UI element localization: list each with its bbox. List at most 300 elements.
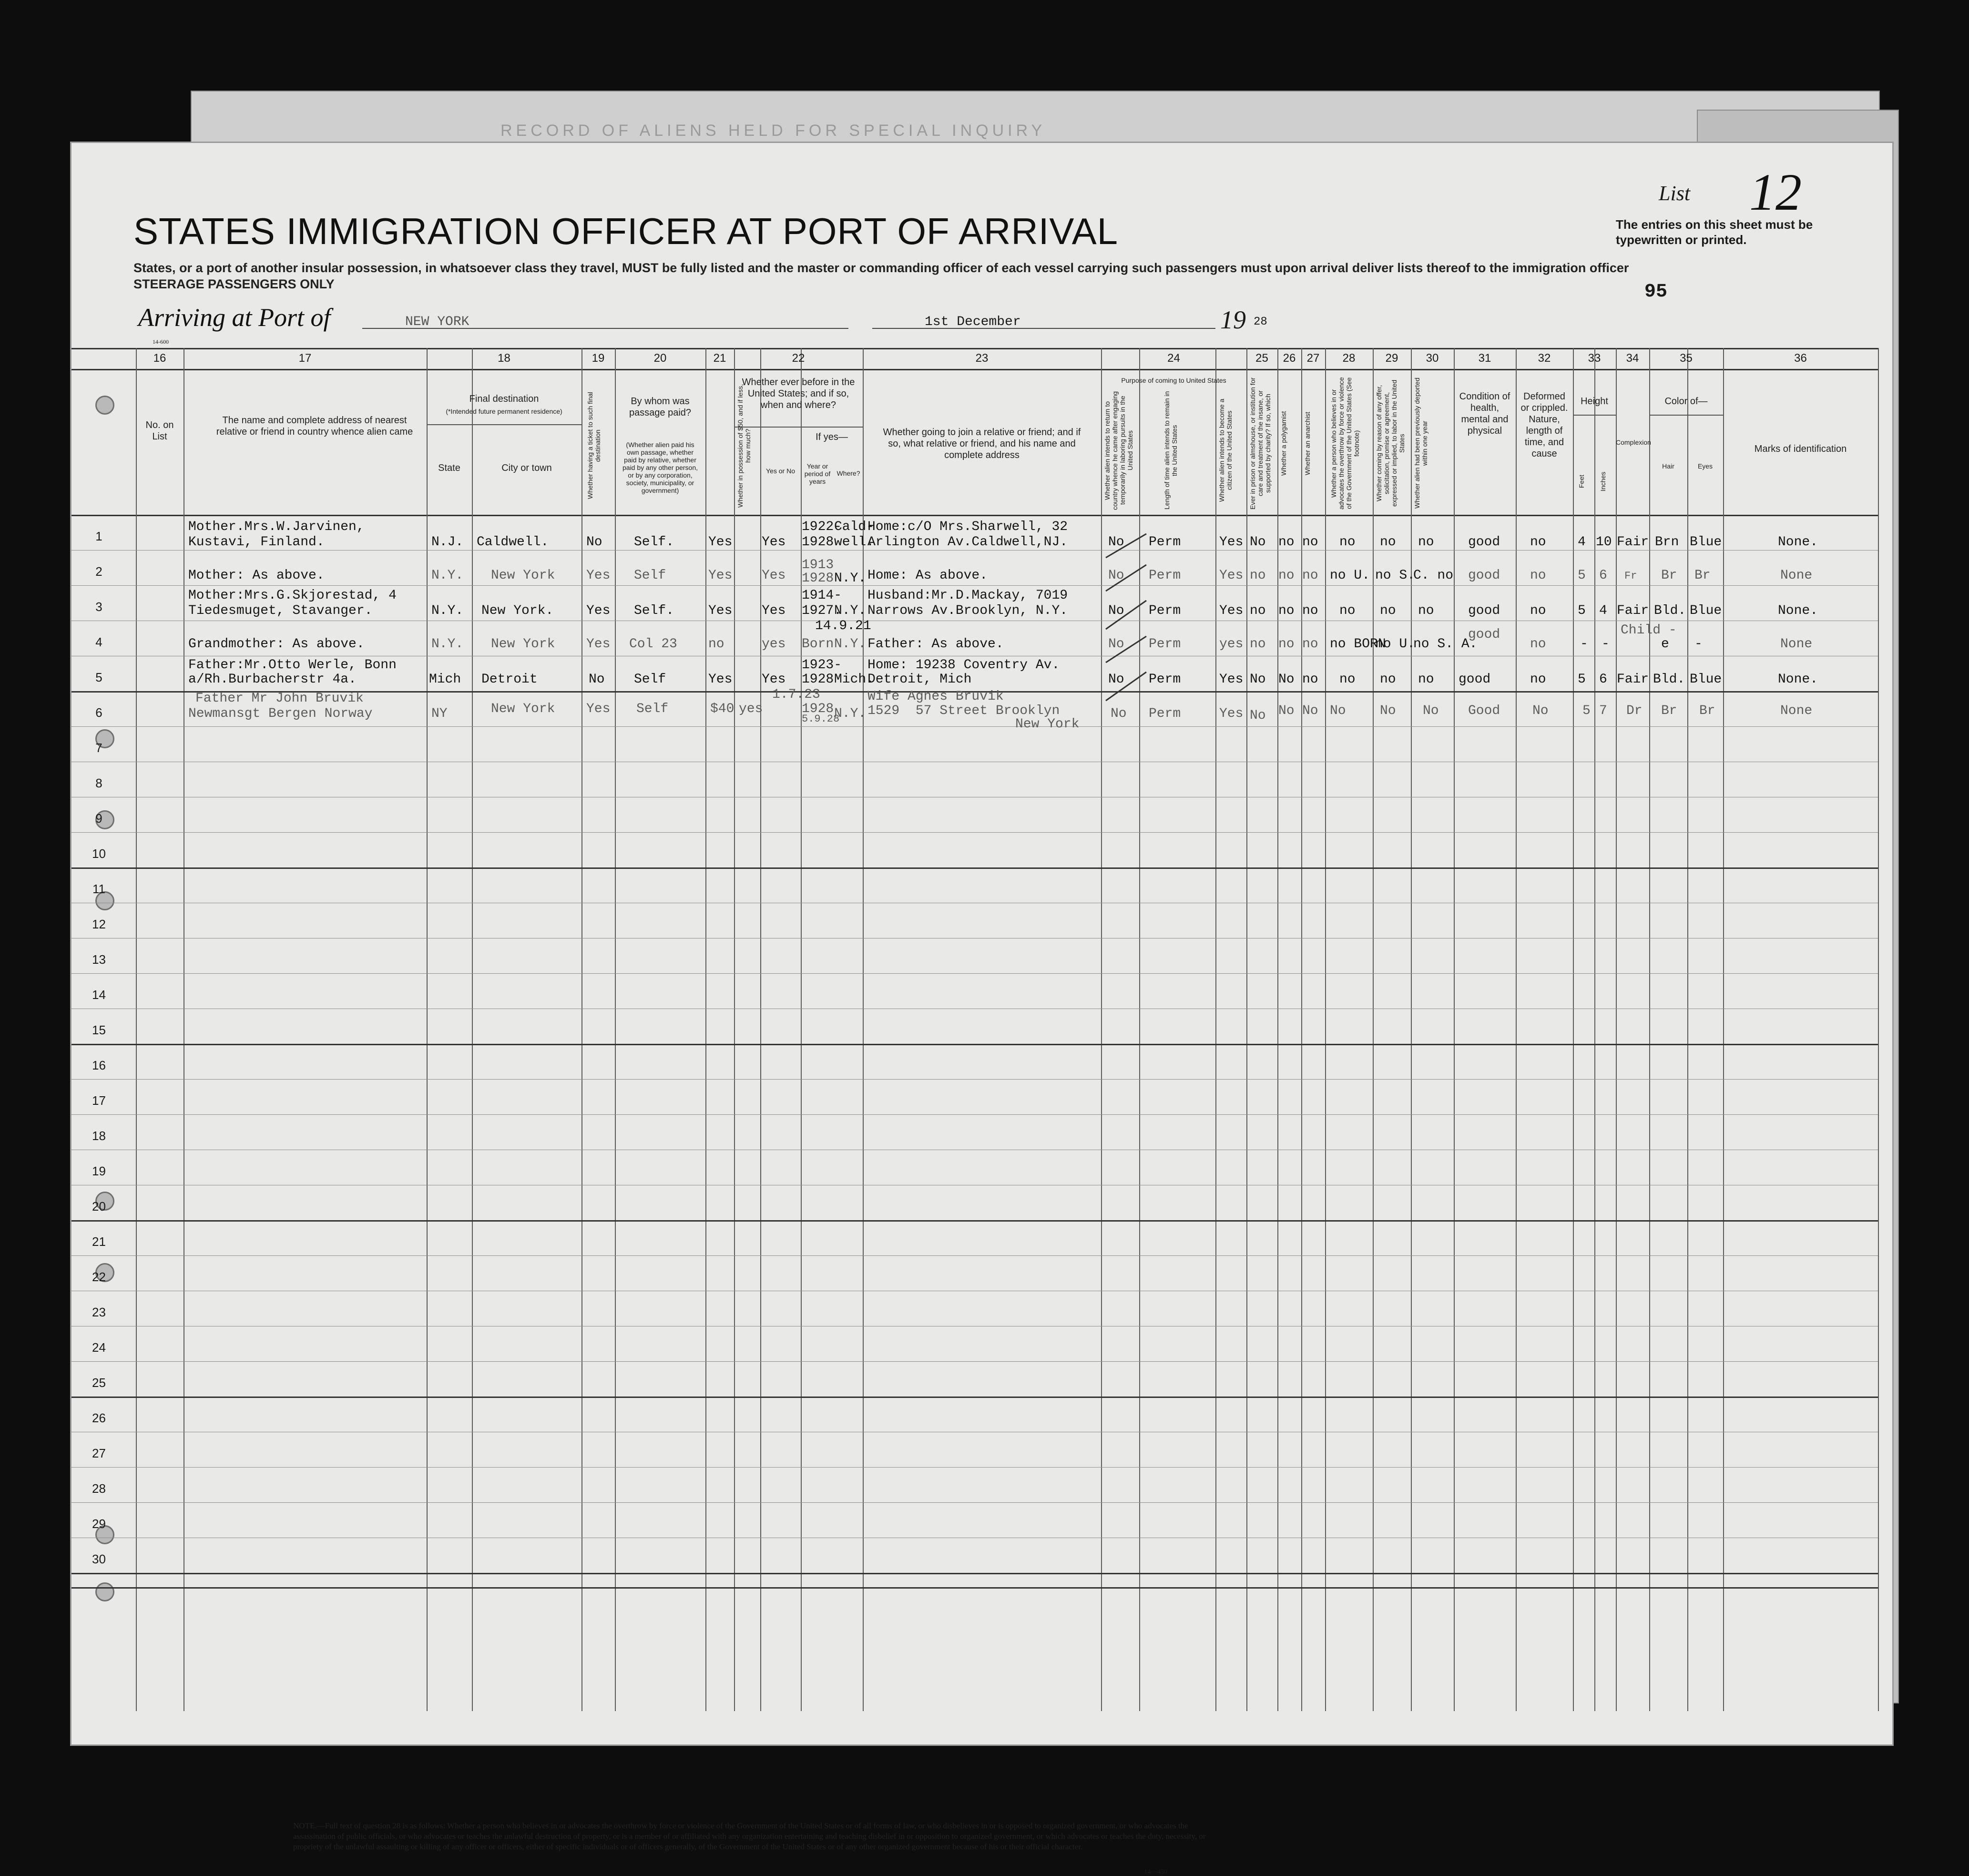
marks-value: None — [1780, 637, 1813, 652]
years-value: 1928 — [802, 702, 834, 716]
purpose-length-header: Length of time alien intends to remain in the United States — [1163, 391, 1178, 510]
polygamist-header: Whether a polygamist — [1280, 411, 1287, 476]
destination-state: N.Y. — [431, 603, 464, 618]
row-number: 10 — [92, 846, 106, 861]
row-rule — [71, 1573, 1878, 1574]
row-number: 2 — [95, 564, 102, 579]
destination-state: N.Y. — [431, 568, 464, 583]
row-number: 30 — [92, 1552, 106, 1566]
deformed-value: no — [1530, 535, 1546, 550]
inches-value: 7 — [1599, 704, 1607, 718]
page-title: STATES IMMIGRATION OFFICER AT PORT OF ARRIVAL — [133, 210, 1119, 252]
column-rule — [472, 348, 473, 1711]
possession-value: Yes — [708, 535, 733, 550]
complexion-value: Fr — [1624, 570, 1637, 582]
column-number: 24 — [1167, 352, 1180, 365]
row-number: 21 — [92, 1234, 106, 1249]
destination-state: Mich — [429, 672, 461, 687]
q30-value: no — [1418, 672, 1434, 687]
column-rule — [1687, 348, 1688, 1711]
column-number: 29 — [1385, 352, 1398, 365]
purpose-citizen-value: Yes — [1219, 568, 1244, 583]
feet-value: 4 — [1578, 535, 1586, 550]
column-rule — [1277, 348, 1278, 1711]
relative-header: The name and complete address of nearest relative or friend in country whence alien came — [216, 415, 413, 437]
ticket-value: No — [589, 672, 605, 687]
column-number: 30 — [1426, 352, 1439, 365]
row-number: 6 — [95, 705, 102, 720]
complexion-value: Fair — [1617, 603, 1649, 618]
passage-paid-value: Self — [634, 672, 666, 687]
row-rule — [71, 550, 1878, 551]
row-rule — [71, 973, 1878, 974]
purpose-return-value: No — [1108, 568, 1124, 583]
possession-value: $40 — [710, 702, 735, 716]
hair-value: Br — [1661, 704, 1677, 718]
purpose-return-header: Whether alien intends to return to country whence he came after engaging temporarily in laboring pursuits in the United States — [1103, 391, 1134, 510]
row-number: 17 — [92, 1093, 106, 1108]
column-number: 26 — [1283, 352, 1296, 365]
deformed-value: no — [1530, 568, 1546, 583]
row-rule — [71, 585, 1878, 586]
years-value: 5.9.28 — [802, 713, 840, 725]
relative-address: Tiedesmuget, Stavanger. — [188, 603, 373, 618]
eyes-value: Blue — [1690, 535, 1722, 550]
q29-value: no — [1380, 672, 1396, 687]
row-number: 23 — [92, 1305, 106, 1319]
join-relative-value: Narrows Av.Brooklyn, N.Y. — [867, 603, 1068, 618]
destination-city: Caldwell. — [477, 535, 549, 550]
yes-or-no-header: Yes or No — [766, 467, 795, 475]
join-relative-value: 1529 57 Street Brooklyn — [867, 704, 1060, 718]
prison-value: no — [1250, 603, 1266, 618]
marks-value: None — [1780, 568, 1813, 583]
date-value: 1st December — [925, 315, 1021, 329]
column-rule — [136, 348, 137, 1711]
passage-paid-value: Col 23 — [629, 637, 677, 652]
relative-address: Father:Mr.Otto Werle, Bonn — [188, 658, 397, 673]
row-rule — [71, 1079, 1878, 1080]
q28-value: No — [1330, 704, 1346, 718]
q30-value: no — [1418, 535, 1434, 550]
q29-value: no S. — [1375, 568, 1416, 583]
years-value: 1922- — [802, 520, 842, 534]
list-label: List — [1659, 182, 1691, 205]
column-number: 34 — [1626, 352, 1639, 365]
eyes-value: Br — [1699, 704, 1715, 718]
column-rule — [1616, 348, 1617, 1711]
feet-header: Feet — [1578, 475, 1585, 489]
city-header: City or town — [501, 463, 552, 473]
row-number: 24 — [92, 1340, 106, 1355]
passage-paid-value: Self. — [634, 603, 674, 618]
form-code: 14—430 — [1144, 1868, 1167, 1876]
join-relative-value: Home: As above. — [867, 568, 988, 583]
feet-value: 5 — [1582, 704, 1591, 718]
q30-header: Whether alien had been previously deported within one year — [1413, 377, 1428, 509]
row-rule — [71, 1220, 1878, 1222]
possession-value: Yes — [708, 603, 733, 618]
row-rule — [71, 1397, 1878, 1398]
year-prefix: 19 — [1220, 306, 1246, 334]
where-value: 14.9.21 — [815, 619, 871, 633]
health-value: good — [1468, 627, 1500, 642]
prison-value: No — [1250, 708, 1266, 723]
purpose-return-value: No — [1108, 672, 1124, 687]
health-value: good — [1459, 672, 1491, 687]
destination-state: NY — [431, 706, 448, 721]
row-number: 9 — [95, 811, 102, 826]
list-number: 12 — [1749, 163, 1802, 221]
feet-value: - — [1580, 637, 1588, 652]
health-value: Good — [1468, 704, 1500, 718]
ticket-header: Whether having a ticket to such final destination — [586, 392, 602, 500]
row-number: 4 — [95, 635, 102, 649]
column-number: 33 — [1588, 352, 1601, 365]
year-period-header: Year or period of years — [804, 462, 831, 485]
column-number: 22 — [792, 352, 805, 365]
polygamist-value: no — [1278, 535, 1295, 550]
health-value: good — [1468, 603, 1500, 618]
column-rule — [801, 348, 802, 1711]
form-code-top: 14-600 — [153, 338, 169, 345]
polygamist-value: No — [1278, 704, 1295, 718]
join-relative-value: Arlington Av.Caldwell,NJ. — [867, 535, 1068, 550]
passage-paid-value: Self — [634, 568, 666, 583]
relative-address: Kustavi, Finland. — [188, 535, 325, 550]
column-number: 19 — [592, 352, 605, 365]
where-header: Where? — [837, 469, 860, 477]
q29-header: Whether coming by reason of any offer, solicitation, promise or agreement, expressed or implied, to labor in the United States — [1375, 379, 1406, 507]
marks-value: None. — [1778, 603, 1818, 618]
column-rule — [1215, 348, 1216, 1711]
years-value: 1928 — [802, 535, 834, 550]
destination-city: New York — [491, 637, 555, 652]
column-number: 20 — [653, 352, 667, 365]
arriving-label: Arriving at Port of — [138, 303, 331, 332]
relative-address: Grandmother: As above. — [188, 637, 365, 652]
height-rule — [1573, 415, 1616, 416]
purpose-length-value: Perm — [1149, 706, 1181, 721]
column-rule — [1325, 348, 1326, 1711]
column-rule — [1454, 348, 1455, 1711]
row-number: 14 — [92, 988, 106, 1002]
purpose-length-value: Perm — [1149, 637, 1181, 652]
q28-value: no — [1339, 603, 1356, 618]
years-value: 1914- — [802, 588, 842, 603]
prison-value: no — [1250, 568, 1266, 583]
column-rule — [1411, 348, 1412, 1711]
inches-header: Inches — [1599, 471, 1607, 491]
column-rule — [1594, 348, 1595, 1711]
state-header: State — [438, 463, 460, 473]
row-rule — [71, 1114, 1878, 1115]
row-number: 11 — [92, 882, 105, 896]
destination-state: N.Y. — [431, 637, 464, 652]
eyes-header: Eyes — [1697, 462, 1713, 470]
years-value: 1927. — [802, 603, 842, 618]
row-rule — [71, 832, 1878, 833]
anarchist-value: no — [1302, 672, 1318, 687]
row-rule — [71, 726, 1878, 727]
no-on-list-header: No. on List — [145, 420, 174, 442]
q28-value: no BORN — [1330, 637, 1386, 652]
purpose-citizen-value: Yes — [1219, 706, 1244, 721]
prison-value: No — [1250, 672, 1266, 687]
join-relative-value: Home: 19238 Coventry Av. — [867, 658, 1060, 673]
row-number: 1 — [95, 529, 102, 543]
arrival-line — [138, 303, 331, 332]
port-value: NEW YORK — [405, 315, 469, 329]
column-number: 36 — [1794, 352, 1807, 365]
marks-value: None — [1780, 704, 1813, 718]
hair-value: e — [1661, 637, 1669, 652]
relative-address: a/Rh.Burbacherstr 4a. — [188, 672, 357, 687]
before-value: Yes — [762, 603, 786, 618]
row-number: 5 — [95, 670, 102, 684]
column-number-rule — [71, 369, 1878, 370]
column-number: 28 — [1342, 352, 1356, 365]
where-value: Cald- — [834, 520, 875, 534]
polygamist-value: No — [1278, 672, 1295, 687]
column-number: 16 — [153, 352, 166, 365]
row-number: 22 — [92, 1270, 106, 1284]
relative-address: Father Mr John Bruvik — [195, 691, 364, 706]
inches-value: 6 — [1599, 672, 1607, 687]
complexion-value: Dr — [1626, 704, 1643, 718]
q30-value: no — [1418, 603, 1434, 618]
relative-address: Mother:Mrs.G.Skjorestad, 4 — [188, 588, 397, 603]
column-rule — [760, 348, 761, 1711]
final-destination-rule — [427, 424, 582, 425]
years-value: 1928 — [802, 672, 834, 687]
relative-address: Newmansgt Bergen Norway — [188, 706, 373, 721]
color-of-header: Color of— — [1664, 396, 1708, 407]
date-field — [872, 328, 1215, 329]
ticket-value: No — [586, 535, 602, 550]
ticket-value: Yes — [586, 603, 611, 618]
q29-value: no — [1380, 535, 1396, 550]
purpose-header: Purpose of coming to United States — [1121, 377, 1226, 384]
column-rule — [734, 348, 735, 1711]
manifest-table — [71, 348, 1878, 1711]
feet-value: 5 — [1578, 672, 1586, 687]
q29-value: No — [1380, 704, 1396, 718]
hair-value: Brn — [1655, 535, 1679, 550]
hair-value: Bld. — [1653, 672, 1685, 687]
column-rule — [863, 348, 864, 1711]
underlying-sheet-heading: RECORD OF ALIENS HELD FOR SPECIAL INQUIRY — [500, 122, 1046, 140]
inches-value: 10 — [1596, 535, 1612, 550]
eyes-value: Blue — [1690, 603, 1722, 618]
column-rule — [1649, 348, 1650, 1711]
row-rule — [71, 1044, 1878, 1045]
before-value: yes — [762, 637, 786, 652]
purpose-citizen-value: Yes — [1219, 672, 1244, 687]
height-header: Height — [1581, 396, 1608, 407]
marks-value: None. — [1778, 535, 1818, 550]
polygamist-value: no — [1278, 603, 1295, 618]
possession-value: no — [708, 637, 724, 652]
join-relative-value: New York — [1015, 717, 1080, 732]
row-number: 3 — [95, 600, 102, 614]
passage-paid-value: Self — [636, 702, 669, 716]
complexion-value: Fair — [1617, 672, 1649, 687]
manifest-sheet — [71, 143, 1892, 1876]
row-number: 16 — [92, 1058, 106, 1072]
column-rule — [1516, 348, 1517, 1711]
typewritten-notice: The entries on this sheet must be typewritten or printed. — [1616, 217, 1813, 247]
anarchist-value: no — [1302, 637, 1318, 652]
ticket-value: Yes — [586, 568, 611, 583]
column-number: 31 — [1478, 352, 1491, 365]
column-rule — [1301, 348, 1302, 1711]
complexion-header: Complexion — [1616, 438, 1651, 446]
purpose-length-value: Perm — [1149, 603, 1181, 618]
purpose-length-value: Perm — [1149, 672, 1181, 687]
health-value: good — [1468, 568, 1500, 583]
column-rule — [1878, 348, 1879, 1711]
row-number: 20 — [92, 1199, 106, 1213]
deformed-header: Deformed or crippled. Nature, length of time, and cause — [1520, 391, 1568, 459]
row-number: 8 — [95, 776, 102, 790]
row-number: 18 — [92, 1129, 106, 1143]
column-rule — [427, 348, 428, 1711]
column-rule — [615, 348, 616, 1711]
possession-value: Yes — [708, 672, 733, 687]
purpose-citizen-value: Yes — [1219, 603, 1244, 618]
column-rule — [1573, 348, 1574, 1711]
q30-value: No — [1423, 704, 1439, 718]
inches-value: 6 — [1599, 568, 1607, 583]
polygamist-value: no — [1278, 568, 1295, 583]
complexion-value: Fair — [1617, 535, 1649, 550]
marks-header: Marks of identification — [1754, 444, 1847, 454]
column-number: 17 — [298, 352, 312, 365]
q28-value: no U. — [1330, 568, 1370, 583]
relative-address: Mother.Mrs.W.Jarvinen, — [188, 520, 365, 534]
passage-paid-note: (Whether alien paid his own passage, whether paid by relative, whether paid by any other person, or by any corporation, society, municipality, or government) — [622, 441, 698, 494]
column-number: 18 — [498, 352, 510, 365]
purpose-return-value: No — [1108, 535, 1124, 550]
deformed-value: no — [1530, 672, 1546, 687]
anarchist-header: Whether an anarchist — [1304, 411, 1311, 475]
join-relative-value: Father: As above. — [867, 637, 1004, 652]
anarchist-value: no — [1302, 568, 1318, 583]
column-rule — [1723, 348, 1724, 1711]
anarchist-value: no — [1302, 535, 1318, 550]
column-rule — [1373, 348, 1374, 1711]
row-number: 25 — [92, 1376, 106, 1390]
purpose-return-value: No — [1111, 706, 1127, 721]
q30-value: no S. A. — [1413, 637, 1478, 652]
row-number: 12 — [92, 917, 106, 931]
destination-city: Detroit — [481, 672, 538, 687]
destination-city: New York — [491, 702, 555, 716]
purpose-citizen-value: Yes — [1219, 535, 1244, 550]
join-relative-value: Husband:Mr.D.Mackay, 7019 — [867, 588, 1068, 603]
purpose-citizen-value: yes — [1219, 637, 1244, 652]
feet-value: 5 — [1578, 568, 1586, 583]
if-yes-header: If yes— — [816, 432, 848, 442]
sheet-stamp: 95 — [1644, 281, 1668, 303]
relative-address: Mother: As above. — [188, 568, 325, 583]
column-number: 25 — [1255, 352, 1268, 365]
row-rule — [71, 1467, 1878, 1468]
where-value: Mich. — [834, 672, 875, 687]
q28-value: no — [1339, 535, 1356, 550]
possession-header: Whether in possession of $50, and if less, how much? — [736, 384, 752, 508]
hair-header: Hair — [1662, 462, 1674, 470]
years-value: 1923- — [802, 658, 842, 673]
prison-value: No — [1250, 535, 1266, 550]
header-bottom-rule — [71, 515, 1878, 516]
row-number: 28 — [92, 1481, 106, 1496]
q30-value: C. no — [1413, 568, 1454, 583]
column-number: 32 — [1538, 352, 1551, 365]
years-value: 1.7.23 — [772, 687, 820, 702]
prison-value: no — [1250, 637, 1266, 652]
before-in-us-header: Whether ever before in the United States; and if so, when and where? — [742, 377, 855, 410]
purpose-length-value: Perm — [1149, 535, 1181, 550]
join-relative-value: Home:c/O Mrs.Sharwell, 32 — [867, 520, 1068, 534]
anarchist-value: no — [1302, 603, 1318, 618]
before-value: Yes — [762, 672, 786, 687]
column-rule — [705, 348, 706, 1711]
feet-value: 5 — [1578, 603, 1586, 618]
hair-value: Br — [1661, 568, 1677, 583]
deformed-value: no — [1530, 603, 1546, 618]
where-value: well. — [834, 535, 875, 550]
row-number: 27 — [92, 1446, 106, 1460]
column-number: 23 — [975, 352, 989, 365]
column-rule — [1246, 348, 1247, 1711]
before-value: Yes — [762, 568, 786, 583]
purpose-return-value: No — [1108, 603, 1124, 618]
prison-header: Ever in prison or almshouse, or institution for care and treatment of the insane, or supported by charity? If so, which — [1249, 377, 1272, 510]
page-subtitle: States, or a port of another insular possession, in whatsoever class they travel, MUST be fully listed and the master or commanding officer of each vessel carrying such passengers must upon arrival deliver lists thereof to the immigration officer STEERAGE PASSENGERS ONLY — [133, 261, 1629, 291]
purpose-return-value: No — [1108, 637, 1124, 652]
q29-value: no U. — [1375, 637, 1416, 652]
join-relative-value: Wife Agnes Bruvik — [867, 689, 1004, 704]
marks-value: None. — [1778, 672, 1818, 687]
column-number: 21 — [713, 352, 726, 365]
final-destination-header: Final destination — [469, 394, 539, 404]
where-value: N.Y. — [834, 603, 867, 618]
inches-value: - — [1602, 637, 1610, 652]
years-value: 1913 — [802, 558, 834, 572]
q29-value: no — [1380, 603, 1396, 618]
health-value: good — [1468, 535, 1500, 550]
join-relative-value: Detroit, Mich — [867, 672, 972, 687]
polygamist-value: no — [1278, 637, 1295, 652]
purpose-citizen-header: Whether alien intends to become a citizen of the United States — [1218, 398, 1233, 502]
eyes-value: - — [1694, 637, 1703, 652]
passage-paid-header: By whom was passage paid? — [629, 396, 692, 418]
before-value: Yes — [762, 535, 786, 550]
final-destination-note: (*Intended future permanent residence) — [446, 408, 562, 415]
row-rule — [71, 867, 1878, 869]
row-number: 19 — [92, 1164, 106, 1178]
row-number: 7 — [95, 741, 102, 755]
inches-value: 4 — [1599, 603, 1607, 618]
row-number: 29 — [92, 1517, 106, 1531]
join-relative-header: Whether going to join a relative or friend; and if so, what relative or friend, and his name and complete address — [883, 427, 1081, 460]
complexion-value: Child - — [1621, 623, 1677, 638]
q28-header: Whether a person who believes in or advocates the overthrow by force or violence of the Government of the United States (See footnote) — [1330, 377, 1360, 510]
ticket-value: Yes — [586, 637, 611, 652]
before-in-us-rule — [734, 427, 863, 428]
